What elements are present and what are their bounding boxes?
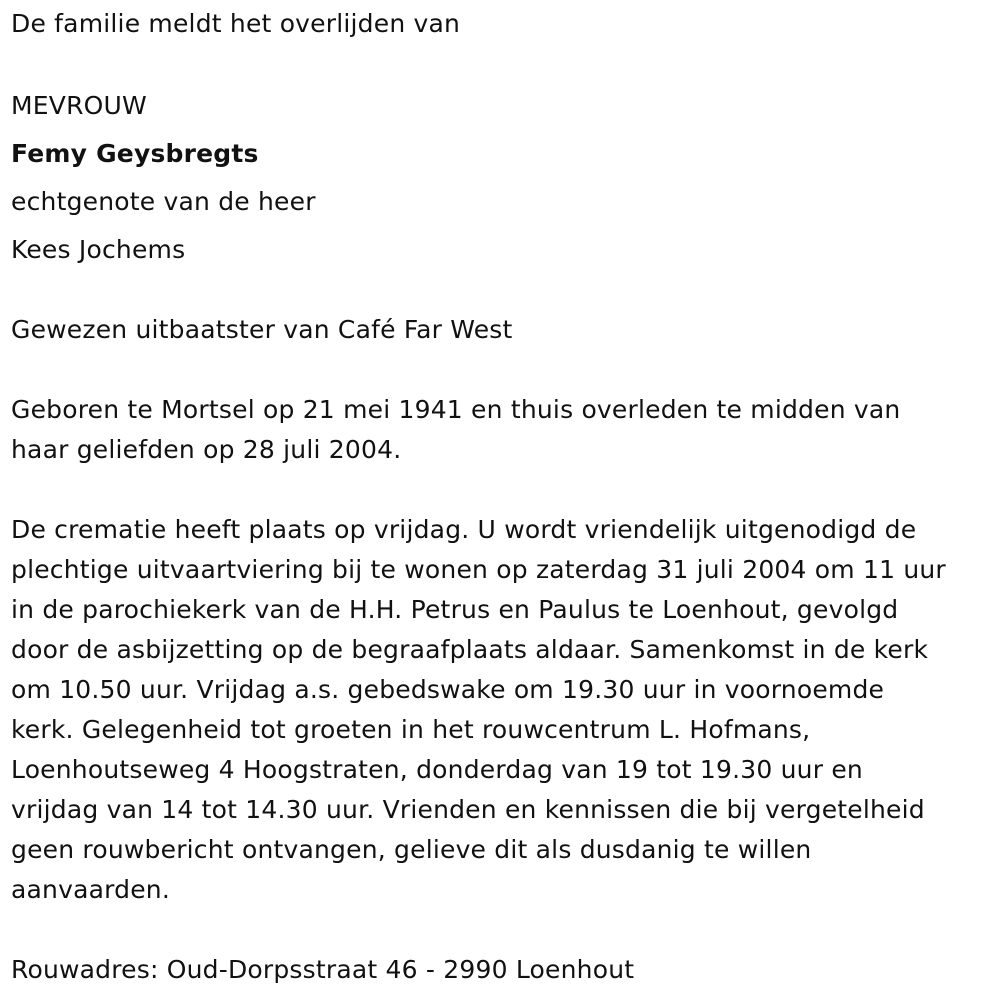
paragraph-line: kerk. Gelegenheid tot groeten in het rouwcentrum L. Hofmans, xyxy=(11,715,811,744)
paragraph-line: in de parochiekerk van de H.H. Petrus en Paulus te Loenhout, gevolgd xyxy=(11,595,899,624)
paragraph-line: Geboren te Mortsel op 21 mei 1941 en thuis overleden te midden van xyxy=(11,395,901,424)
mourning-address: Rouwadres: Oud-Dorpsstraat 46 - 2990 Loenhout xyxy=(11,955,635,984)
ceremony-paragraph xyxy=(11,510,986,910)
paragraph-line: plechtige uitvaartviering bij te wonen op zaterdag 31 juli 2004 om 11 uur xyxy=(11,555,946,584)
spouse-relation: echtgenote van de heer xyxy=(11,187,316,216)
paragraph-line: vrijdag van 14 tot 14.30 uur. Vrienden en kennissen die bij vergetelheid xyxy=(11,795,925,824)
paragraph-line: aanvaarden. xyxy=(11,875,170,904)
deceased-name: Femy Geysbregts xyxy=(11,139,259,168)
paragraph-line: geen rouwbericht ontvangen, gelieve dit als dusdanig te willen xyxy=(11,835,812,864)
paragraph-line: haar geliefden op 28 juli 2004. xyxy=(11,435,402,464)
paragraph-line: Loenhoutseweg 4 Hoogstraten, donderdag van 19 tot 19.30 uur en xyxy=(11,755,863,784)
spouse-name: Kees Jochems xyxy=(11,235,186,264)
birth-death-paragraph xyxy=(11,390,986,470)
paragraph-line: door de asbijzetting op de begraafplaats aldaar. Samenkomst in de kerk xyxy=(11,635,929,664)
honorific: MEVROUW xyxy=(11,91,147,120)
occupation-text: Gewezen uitbaatster van Café Far West xyxy=(11,315,513,344)
paragraph-line: De crematie heeft plaats op vrijdag. U wordt vriendelijk uitgenodigd de xyxy=(11,515,917,544)
intro-text: De familie meldt het overlijden van xyxy=(11,9,461,38)
paragraph-line: om 10.50 uur. Vrijdag a.s. gebedswake om 19.30 uur in voornoemde xyxy=(11,675,885,704)
